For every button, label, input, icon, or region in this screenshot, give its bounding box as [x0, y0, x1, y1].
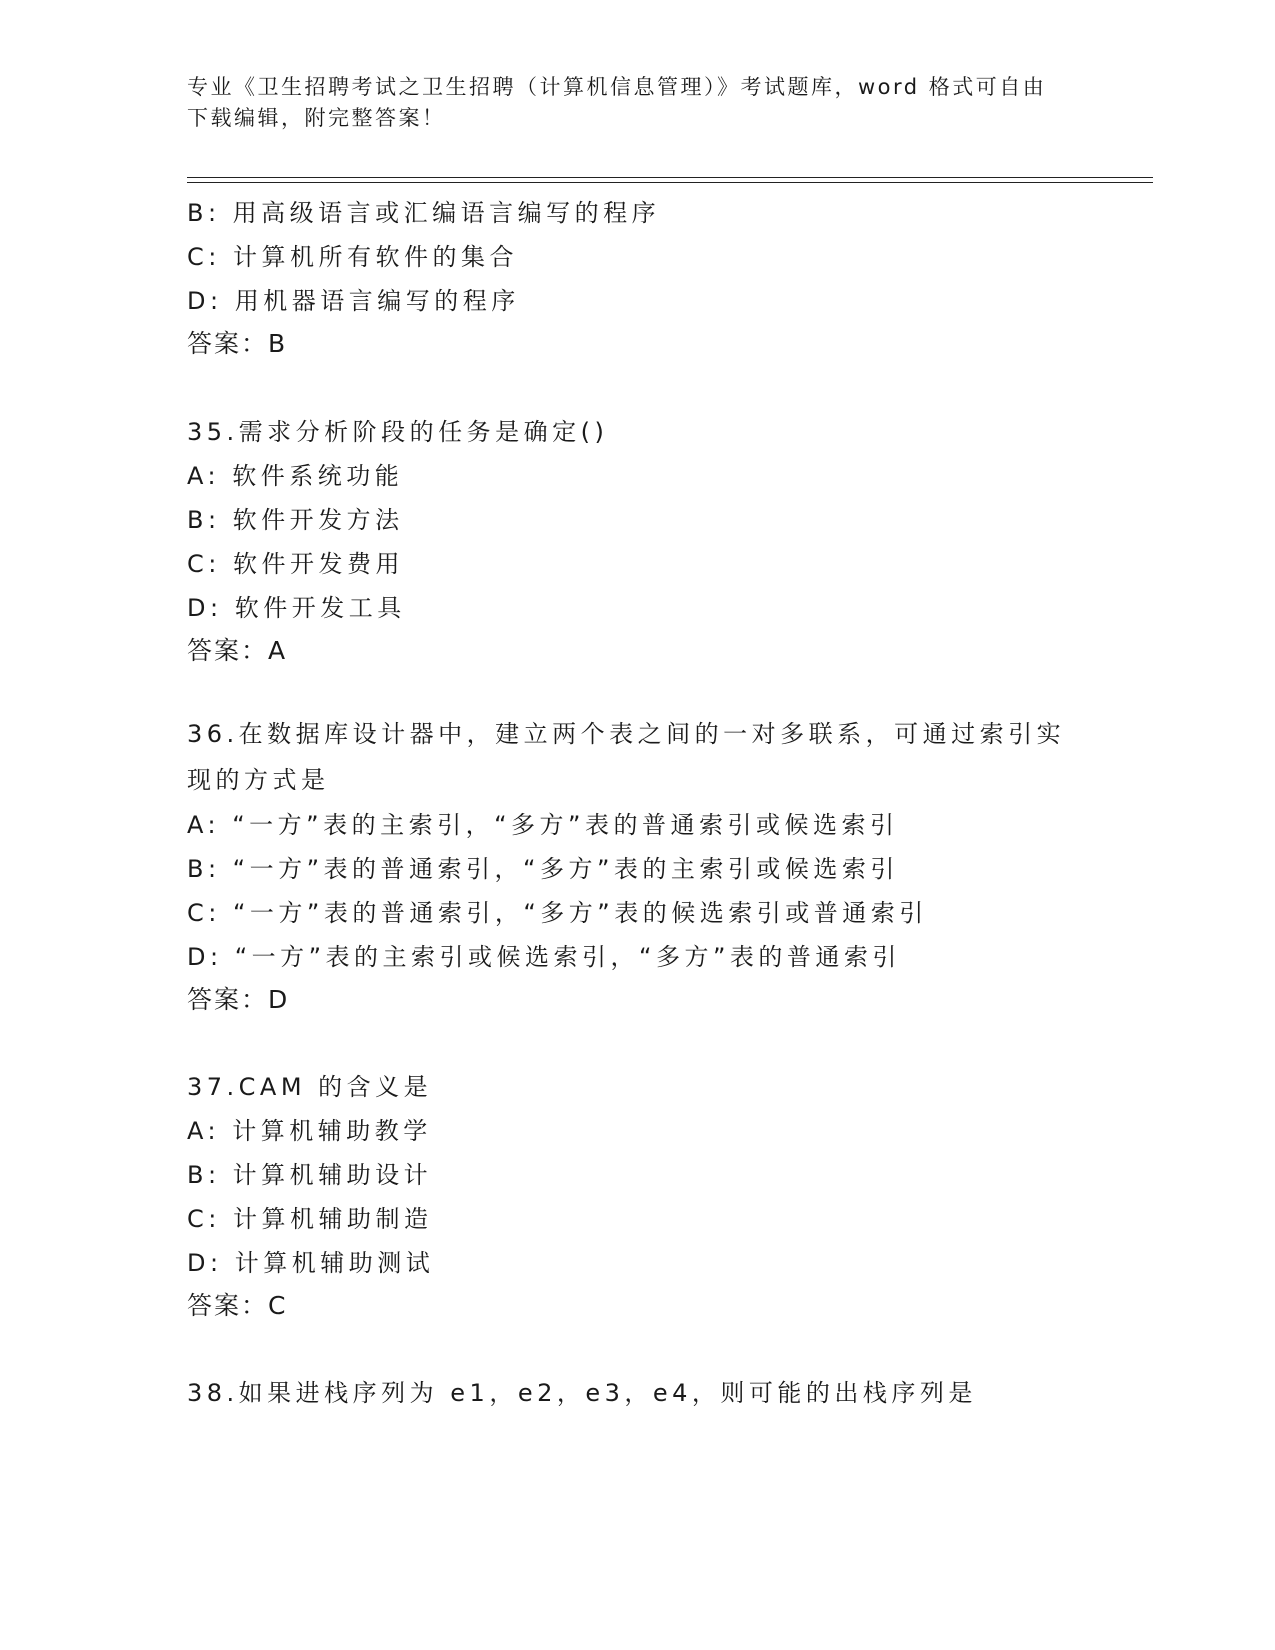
q35-option-b: B: 软件开发方法 — [187, 506, 404, 534]
q37-question: 37.CAM 的含义是 — [187, 1073, 433, 1101]
q34-answer: 答案：B — [187, 329, 288, 358]
q36-option-c: C: “一方”表的普通索引，“多方”表的候选索引或普通索引 — [187, 899, 928, 927]
q36-option-b: B: “一方”表的普通索引，“多方”表的主索引或候选索引 — [187, 855, 899, 883]
q35-option-c: C: 软件开发费用 — [187, 550, 404, 578]
header-divider-bottom — [187, 182, 1153, 183]
q36-option-d: D: “一方”表的主索引或候选索引，“多方”表的普通索引 — [187, 943, 901, 971]
q34-option-d: D: 用机器语言编写的程序 — [187, 287, 520, 315]
q35-question: 35.需求分析阶段的任务是确定() — [187, 418, 609, 446]
q35-option-a: A: 软件系统功能 — [187, 462, 404, 490]
q37-option-d: D: 计算机辅助测试 — [187, 1249, 435, 1277]
q34-option-c: C: 计算机所有软件的集合 — [187, 243, 518, 271]
q36-answer: 答案：D — [187, 985, 290, 1014]
header-divider-top — [187, 177, 1153, 178]
q36-question: 36.在数据库设计器中，建立两个表之间的一对多联系，可通过索引实现的方式是 — [187, 720, 1066, 794]
q34-option-b: B: 用高级语言或汇编语言编写的程序 — [187, 199, 661, 227]
q37-option-a: A: 计算机辅助教学 — [187, 1117, 432, 1145]
q37-option-c: C: 计算机辅助制造 — [187, 1205, 433, 1233]
q35-answer: 答案：A — [187, 636, 288, 665]
q35-option-d: D: 软件开发工具 — [187, 594, 406, 622]
q37-option-b: B: 计算机辅助设计 — [187, 1161, 433, 1189]
q36-option-a: A: “一方”表的主索引，“多方”表的普通索引或候选索引 — [187, 811, 899, 839]
q38-question: 38.如果进栈序列为 e1，e2，e3，e4，则可能的出栈序列是 — [187, 1379, 977, 1407]
q37-answer: 答案：C — [187, 1291, 288, 1320]
document-header: 专业《卫生招聘考试之卫生招聘（计算机信息管理）》考试题库，word 格式可自由下载编辑，附完整答案！ — [187, 75, 1047, 130]
